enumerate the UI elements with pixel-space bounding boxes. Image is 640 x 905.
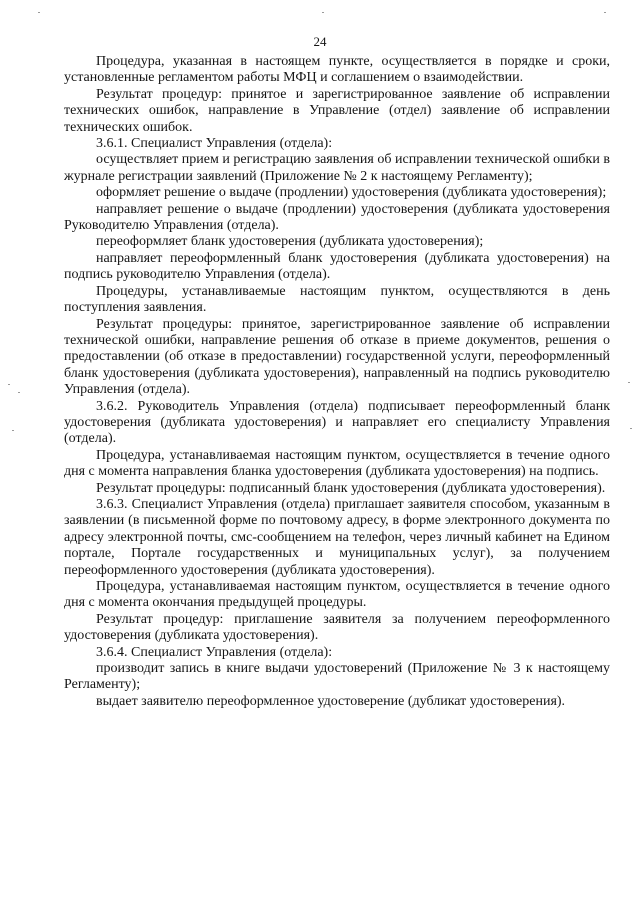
paragraph: Результат процедур: приглашение заявителя за получением переоформленного удостоверения (дубликата удостоверения).: [64, 611, 610, 644]
paragraph: производит запись в книге выдачи удостоверений (Приложение № 3 к настоящему Регламенту);: [64, 661, 610, 693]
paragraph: выдает заявителю переоформленное удостоверение (дубликат удостоверения).: [96, 693, 566, 709]
paragraph: Результат процедуры: принятое, зарегистрированное заявление об исправлении технической ошибки, направление решения об отказе в приеме документов, решения о предоставлении (об отказе в предоставлении) государственной услуги, переоформленный бланк удостоверения (дубликата удостоверения), направленный на подпись руководителю Управления (отдела).: [64, 316, 610, 398]
section-3-6-3: 3.6.3. Специалист Управления (отдела) приглашает заявителя способом, указанным в заявлении (в письменной форме по почтовому адресу, в форме электронного документа по адресу электронной почты, смс-сообщением на телефон, через личный кабинет на Едином портале, Портале государственных и муниципальных услуг), за получением переоформленного удостоверения (дубликата удостоверения).: [64, 496, 610, 578]
paragraph: Процедура, устанавливаемая настоящим пунктом, осуществляется в течение одного дня с момента направления бланка удостоверения (дубликата удостоверения) на подпись.: [64, 447, 610, 480]
paragraph: переоформляет бланк удостоверения (дубликата удостоверения);: [96, 234, 484, 250]
paragraph: осуществляет прием и регистрацию заявления об исправлении технической ошибки в журнале регистрации заявлений (Приложение № 2 к настоящему Регламенту);: [64, 152, 610, 184]
section-heading-3-6-4: 3.6.4. Специалист Управления (отдела):: [96, 644, 333, 660]
section-heading-3-6-1: 3.6.1. Специалист Управления (отдела):: [96, 136, 333, 152]
paragraph: направляет решение о выдаче (продлении) удостоверения (дубликата удостоверения Руководителю Управления (отдела).: [64, 201, 610, 234]
paragraph: оформляет решение о выдаче (продлении) удостоверения (дубликата удостоверения);: [96, 185, 607, 201]
paragraph: Результат процедур: принятое и зарегистрированное заявление об исправлении технических ошибок, направление в Управление (отдел) заявление об исправлении технических ошибок.: [64, 86, 610, 135]
document-body: [64, 54, 610, 710]
section-3-6-2: 3.6.2. Руководитель Управления (отдела) подписывает переоформленный бланк удостоверения (дубликата удостоверения) и направляет его специалисту Управления (отдела).: [64, 398, 610, 447]
paragraph: Процедура, указанная в настоящем пункте, осуществляется в порядке и сроки, установленные регламентом работы МФЦ и соглашением о взаимодействии.: [64, 54, 610, 86]
paragraph: Процедура, устанавливаемая настоящим пунктом, осуществляется в течение одного дня с момента окончания предыдущей процедуры.: [64, 579, 610, 611]
paragraph: направляет переоформленный бланк удостоверения (дубликата удостоверения) на подпись руководителю Управления (отдела).: [64, 250, 610, 283]
paragraph: Результат процедуры: подписанный бланк удостоверения (дубликата удостоверения).: [96, 480, 606, 496]
paragraph: Процедуры, устанавливаемые настоящим пунктом, осуществляются в день поступления заявления.: [64, 283, 610, 316]
page-number: 24: [313, 34, 327, 49]
